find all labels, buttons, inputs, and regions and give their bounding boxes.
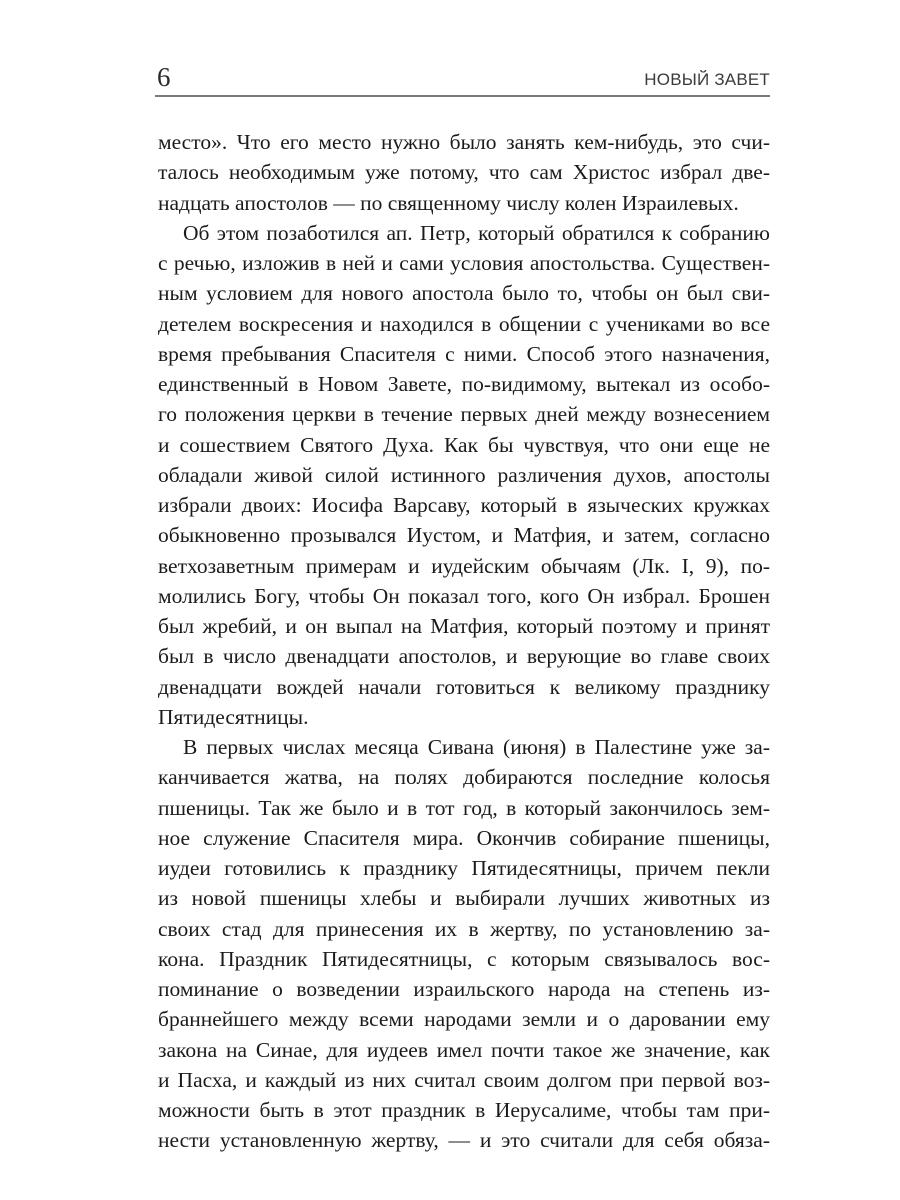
- text-line: Пятидесятницы.: [158, 704, 309, 729]
- text-line: ное служение Спасителя мира. Окончив собирание пшеницы,: [158, 825, 770, 850]
- body-text: [158, 127, 770, 1156]
- text-line: своих стад для принесения их в жертву, по установлению за-: [158, 916, 770, 941]
- text-line: был в число двенадцати апостолов, и верующие во главе своих: [158, 644, 770, 669]
- text-line: пшеницы. Так же было и в тот год, в который закончилось зем-: [158, 795, 770, 820]
- text-line: В первых числах месяца Сивана (июня) в Палестине уже за-: [183, 735, 770, 759]
- text-line: был жребий, и он выпал на Матфия, который поэтому и принят: [158, 614, 770, 638]
- page-number: 6: [157, 62, 171, 92]
- text-line: детелем воскресения и находился в общении с учениками во все: [158, 311, 770, 336]
- text-line: обладали живой силой истинного различения духов, апостолы: [158, 462, 770, 487]
- text-line: иудеи готовились к празднику Пятидесятницы, причем пекли: [158, 856, 770, 880]
- text-line: и сошествием Святого Духа. Как бы чувствуя, что они еще не: [158, 432, 770, 457]
- text-line: поминание о возведении израильского народа на степень из-: [158, 977, 770, 1001]
- text-line: обыкновенно прозывался Иустом, и Матфия, и затем, согласно: [158, 523, 770, 548]
- text-line: молились Богу, чтобы Он показал того, кого Он избрал. Брошен: [158, 583, 770, 608]
- text-line: ным условием для нового апостола было то, чтобы он был сви-: [158, 281, 770, 306]
- text-line: кона. Праздник Пятидесятницы, с которым связывалось вос-: [158, 946, 770, 971]
- text-line: надцать апостолов — по священному числу колен Израилевых.: [158, 190, 739, 215]
- text-line: и Пасха, и каждый из них считал своим долгом при первой воз-: [158, 1067, 770, 1092]
- text-line: браннейшего между всеми народами земли и о даровании ему: [158, 1007, 770, 1032]
- text-line: двенадцати вождей начали готовиться к великому празднику: [158, 674, 770, 699]
- text-line: время пребывания Спасителя с ними. Способ этого назначения,: [158, 341, 770, 366]
- text-line: единственный в Новом Завете, по-видимому, вытекал из особо-: [158, 372, 770, 396]
- text-line: талось необходимым уже потому, что сам Христос избрал две-: [158, 160, 770, 185]
- running-head: НОВЫЙ ЗАВЕТ: [644, 70, 770, 89]
- text-line: нести установленную жертву, — и это считали для себя обяза-: [158, 1128, 770, 1153]
- header-rule: [155, 95, 770, 97]
- text-line: Об этом позаботился ап. Петр, который обратился к собранию: [183, 220, 770, 245]
- text-line: закона на Синае, для иудеев имел почти такое же значение, как: [158, 1037, 770, 1062]
- text-line: избрали двоих: Иосифа Варсаву, который в языческих кружках: [158, 493, 770, 517]
- text-line: можности быть в этот праздник в Иерусалиме, чтобы там при-: [158, 1098, 770, 1122]
- text-line: из новой пшеницы хлебы и выбирали лучших животных из: [158, 886, 770, 911]
- text-line: канчивается жатва, на полях добираются последние колосья: [158, 765, 770, 790]
- text-line: с речью, изложив в ней и сами условия апостольства. Существен-: [158, 251, 770, 275]
- text-line: го положения церкви в течение первых дней между вознесением: [158, 402, 770, 427]
- text-line: ветхозаветным примерам и иудейским обычаям (Лк. I, 9), по-: [158, 553, 770, 578]
- text-line: место». Что его место нужно было занять кем-нибудь, это счи-: [158, 130, 770, 154]
